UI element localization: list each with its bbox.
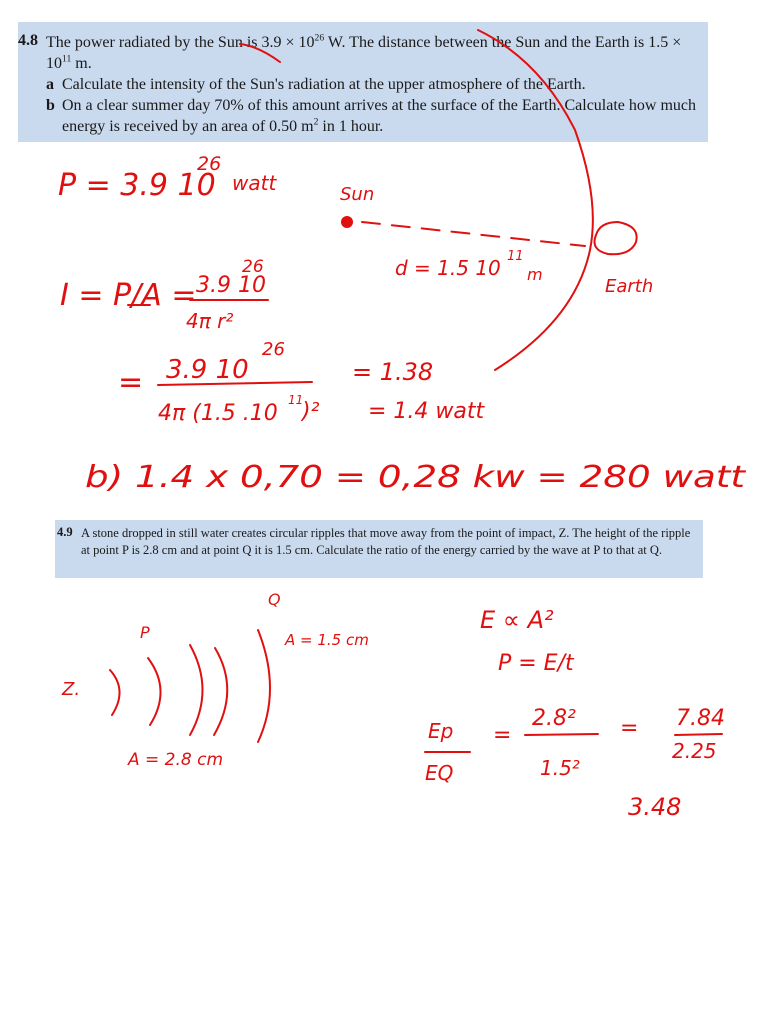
earth-label: Earth	[605, 276, 654, 297]
ratio-denominator-2: 2.25	[672, 739, 717, 763]
intensity-numerator: 3.9 10	[196, 273, 266, 298]
energy-proportionality: E ∝ A²	[480, 606, 554, 634]
distance-label: d = 1.5 10	[395, 256, 501, 280]
question-number: 4.9	[57, 525, 73, 539]
substitution-den-close: )²	[302, 399, 320, 424]
ratio-equals-1: =	[493, 723, 512, 748]
substitution-den-exponent: 11	[288, 393, 304, 407]
connector-arc	[478, 30, 593, 370]
amplitude-p: A = 2.8 cm	[128, 750, 224, 770]
power-equation: P = 3.9 10	[58, 168, 216, 203]
distance-exponent: 11	[507, 249, 524, 264]
ratio-result: 3.48	[628, 793, 682, 821]
result-1: = 1.38	[352, 358, 434, 386]
ratio-numerator: 2.8²	[532, 706, 576, 731]
substitution-numerator: 3.9 10	[166, 355, 249, 385]
ratio-denominator: 1.5²	[540, 756, 580, 780]
intensity-equation: I = P/A =	[60, 278, 197, 313]
ratio-equals-2: =	[620, 716, 639, 741]
earth-circle	[595, 222, 637, 254]
part-b-answer: b) 1.4 x 0,70 = 0,28 kw = 280 watt	[85, 460, 747, 495]
part-a: a Calculate the intensity of the Sun's radiation at the upper atmosphere of the Earth.	[46, 76, 586, 93]
distance-unit: m	[527, 265, 543, 284]
substitution-equals: =	[118, 365, 144, 400]
sun-earth-dashed-line	[362, 222, 585, 246]
ripple-4	[214, 648, 227, 735]
power-unit: watt	[232, 171, 277, 195]
underline-stroke	[240, 44, 280, 62]
intensity-num-exponent: 26	[242, 257, 264, 277]
substitution-denominator: 4π (1.5 .10	[158, 401, 278, 426]
question-number: 4.8	[18, 32, 38, 49]
ratio-numerator-2: 7.84	[676, 706, 725, 731]
ripple-5	[258, 630, 270, 742]
amplitude-q: A = 1.5 cm	[285, 631, 369, 649]
ripple-1	[110, 670, 120, 715]
question-stem: The power radiated by the Sun is $3.9 \times 10^{26}$ W. The distance between the Sun and the Earth is $1.5 \times 10^{11}$ m.	[46, 32, 682, 72]
question-4-9-text: A stone dropped in still water creates circular ripples that move away from the point of impact, Z. The height of the ripple at point P is 2.8 cm and at point Q it is 1.5 cm. Calculate the ratio of the energy carried by the wave at P to that at Q.	[81, 526, 691, 557]
point-p-label: P	[140, 623, 150, 642]
ratio-left-bottom: EQ	[425, 761, 454, 785]
sun-dot	[342, 217, 352, 227]
sun-label: Sun	[340, 184, 375, 205]
ripple-2	[148, 658, 161, 725]
ratio-bar-2	[525, 734, 598, 735]
point-z-label: Z.	[62, 679, 81, 700]
part-b: b On a clear summer day 70% of this amount arrives at the surface of the Earth. Calculate how much energy is received by an area of 0.50 $m^2$ in 1 hour.	[46, 97, 696, 135]
point-q-label: Q	[268, 590, 281, 609]
ratio-bar-3	[675, 734, 722, 735]
result-2: = 1.4 watt	[368, 399, 485, 424]
intensity-denominator: 4π r²	[186, 309, 234, 333]
power-exponent: 26	[197, 153, 222, 175]
ratio-left-top: Ep	[428, 719, 454, 743]
substitution-num-exponent: 26	[262, 339, 285, 360]
power-definition: P = E/t	[498, 651, 574, 676]
ripple-3	[190, 645, 203, 735]
